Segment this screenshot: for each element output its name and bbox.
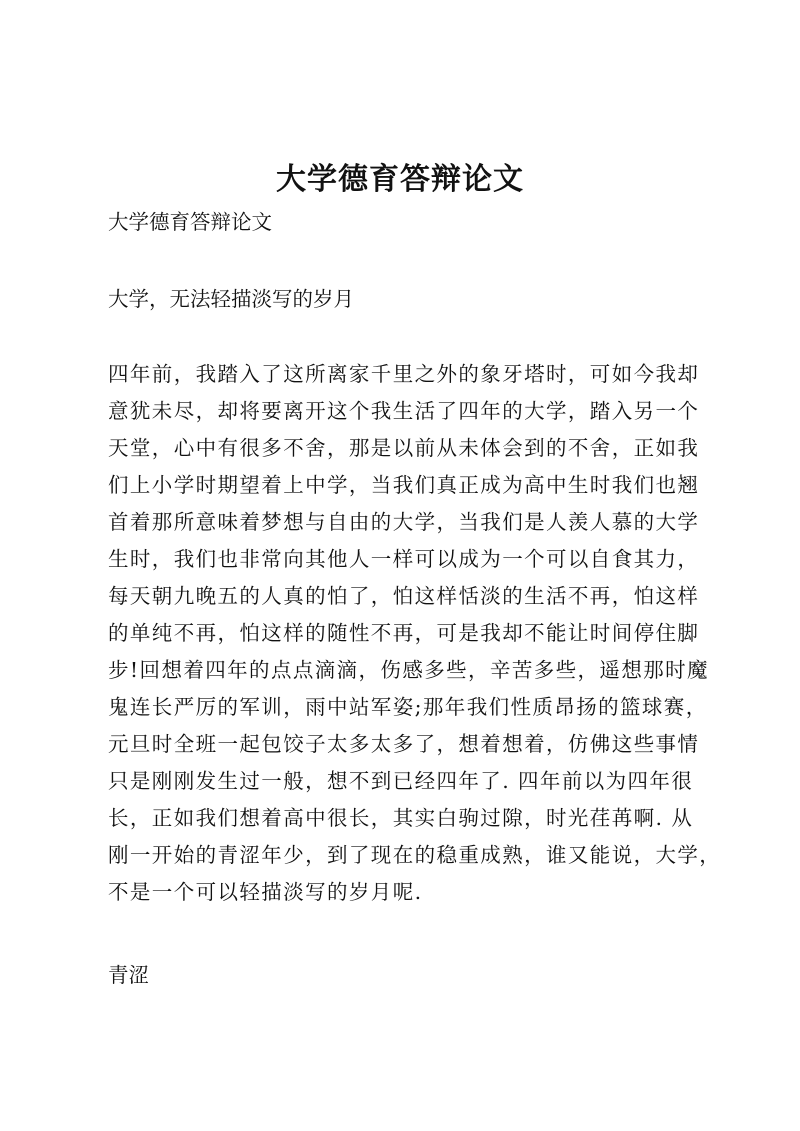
document-title: 大学德育答辩论文 [276,162,524,197]
body-line: 每天朝九晚五的人真的怕了，怕这样恬淡的生活不再，怕这样 [108,584,700,608]
body-line: 意犹未尽，却将要离开这个我生活了四年的大学，踏入另一个 [108,399,700,423]
body-line: 的单纯不再，怕这样的随性不再，可是我却不能让时间停住脚 [108,621,700,645]
body-line: 长，正如我们想着高中很长，其实白驹过隙，时光荏苒啊. 从 [108,806,694,830]
body-line: 步!回想着四年的点点滴滴，伤感多些，辛苦多些，遥想那时魔 [108,658,709,682]
body-line: 只是刚刚发生过一般，想不到已经四年了. 四年前以为四年很 [108,769,694,793]
body-line: 生时，我们也非常向其他人一样可以成为一个可以自食其力， [108,547,700,571]
body-line: 天堂，心中有很多不舍，那是以前从未体会到的不舍，正如我 [108,436,700,460]
body-line: 刚一开始的青涩年少，到了现在的稳重成熟，谁又能说，大学， [108,843,722,867]
next-section-heading: 青涩 [108,963,149,987]
body-line: 鬼连长严厉的军训，雨中站军姿;那年我们性质昂扬的篮球赛， [108,695,708,719]
body-line: 首着那所意味着梦想与自由的大学，当我们是人羡人慕的大学 [108,510,700,534]
document-subtitle: 大学德育答辩论文 [108,210,272,234]
body-line: 四年前，我踏入了这所离家千里之外的象牙塔时，可如今我却 [108,362,700,386]
body-line: 们上小学时期望着上中学，当我们真正成为高中生时我们也翘 [108,473,700,497]
body-line: 不是一个可以轻描淡写的岁月呢. [108,880,423,904]
body-paragraph [108,356,722,911]
body-line: 元旦时全班一起包饺子太多太多了，想着想着，仿佛这些事情 [108,732,700,756]
section-heading: 大学，无法轻描淡写的岁月 [108,287,354,311]
